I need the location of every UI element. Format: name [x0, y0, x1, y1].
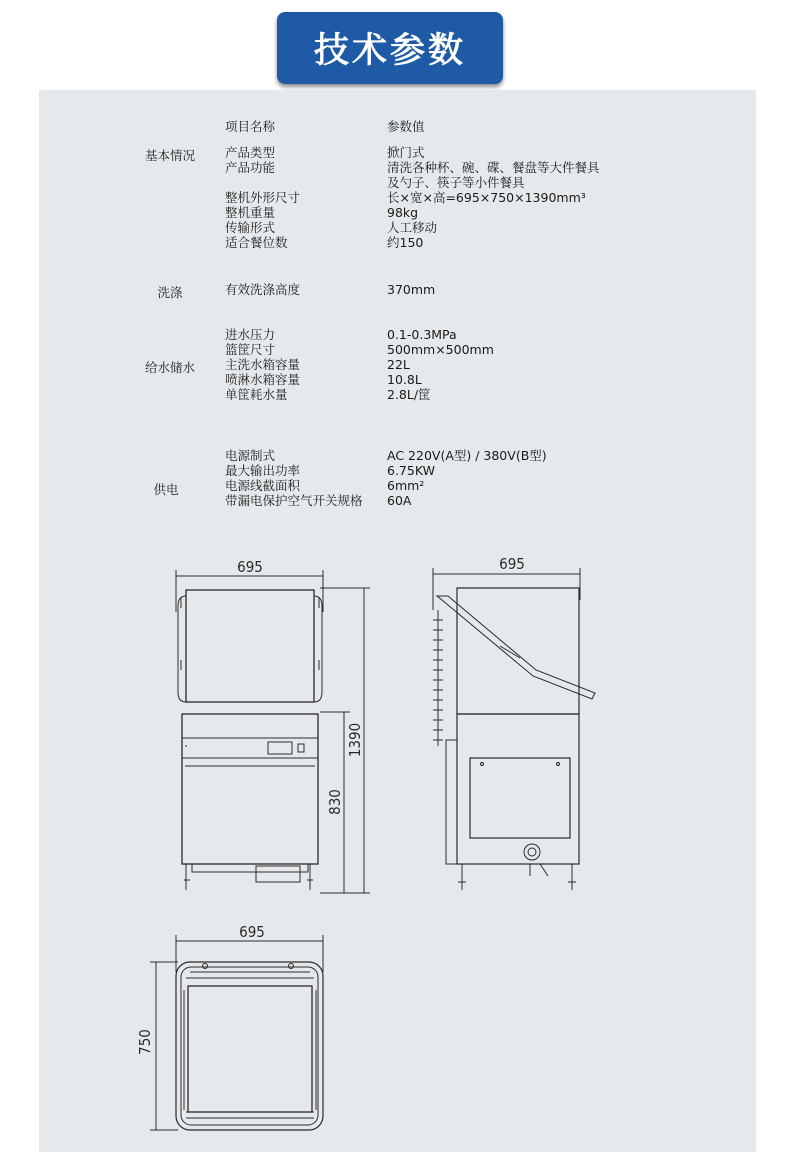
spec-name: 有效洗涤高度 [225, 282, 301, 297]
spec-name: 整机重量 [225, 205, 276, 220]
side-width-label: 695 [499, 555, 525, 573]
spec-value: 22L [387, 357, 410, 372]
spec-name: 喷淋水箱容量 [225, 372, 301, 387]
spec-name: 篮筐尺寸 [225, 342, 276, 357]
top-depth-label: 750 [136, 1029, 154, 1055]
front-width-label: 695 [237, 558, 263, 576]
spec-value: 0.1-0.3MPa [387, 327, 457, 342]
front-lower-height-label: 830 [326, 789, 344, 815]
spec-name: 产品功能 [225, 160, 276, 175]
spec-name: 最大输出功率 [225, 463, 301, 478]
spec-name: 主洗水箱容量 [225, 357, 301, 372]
spec-value: 掀门式 [387, 145, 425, 160]
spec-value: 6.75KW [387, 463, 435, 478]
top-view-drawing [150, 935, 323, 1130]
page-title: 技术参数 [277, 12, 503, 84]
front-height-label: 1390 [346, 722, 364, 758]
section-power-label: 供电 [153, 482, 179, 497]
spec-value: AC 220V(A型) / 380V(B型) [387, 448, 547, 463]
spec-name: 产品类型 [225, 145, 276, 160]
spec-name: 适合餐位数 [225, 235, 288, 250]
spec-name: 进水压力 [225, 327, 276, 342]
spec-value: 60A [387, 493, 412, 508]
spec-name: 单筐耗水量 [225, 387, 288, 402]
section-water-label: 给水储水 [144, 360, 195, 375]
spec-value: 人工移动 [387, 220, 438, 235]
header-name: 项目名称 [225, 119, 276, 134]
section-wash-label: 洗涤 [157, 285, 183, 300]
side-view-drawing [433, 568, 595, 890]
spec-name: 带漏电保护空气开关规格 [225, 493, 363, 508]
spec-value: 及勺子、筷子等小件餐具 [387, 175, 525, 190]
spec-name: 整机外形尺寸 [225, 190, 301, 205]
spec-value: 2.8L/筐 [387, 387, 431, 402]
spec-value: 清洗各种杯、碗、碟、餐盘等大件餐具 [387, 160, 600, 175]
spec-name: 电源制式 [225, 448, 276, 463]
front-view-drawing [176, 570, 370, 893]
spec-value: 10.8L [387, 372, 422, 387]
header-value: 参数值 [387, 119, 425, 134]
spec-value: 6mm² [387, 478, 425, 493]
spec-name: 电源线截面积 [225, 478, 301, 493]
spec-name: 传输形式 [225, 220, 276, 235]
spec-value: 长×宽×高=695×750×1390mm³ [387, 190, 586, 205]
top-width-label: 695 [239, 923, 265, 941]
spec-value: 98kg [387, 205, 419, 220]
section-basic-label: 基本情况 [144, 148, 195, 163]
spec-value: 约150 [387, 235, 424, 250]
spec-value: 370mm [387, 282, 436, 297]
spec-value: 500mm×500mm [387, 342, 494, 357]
